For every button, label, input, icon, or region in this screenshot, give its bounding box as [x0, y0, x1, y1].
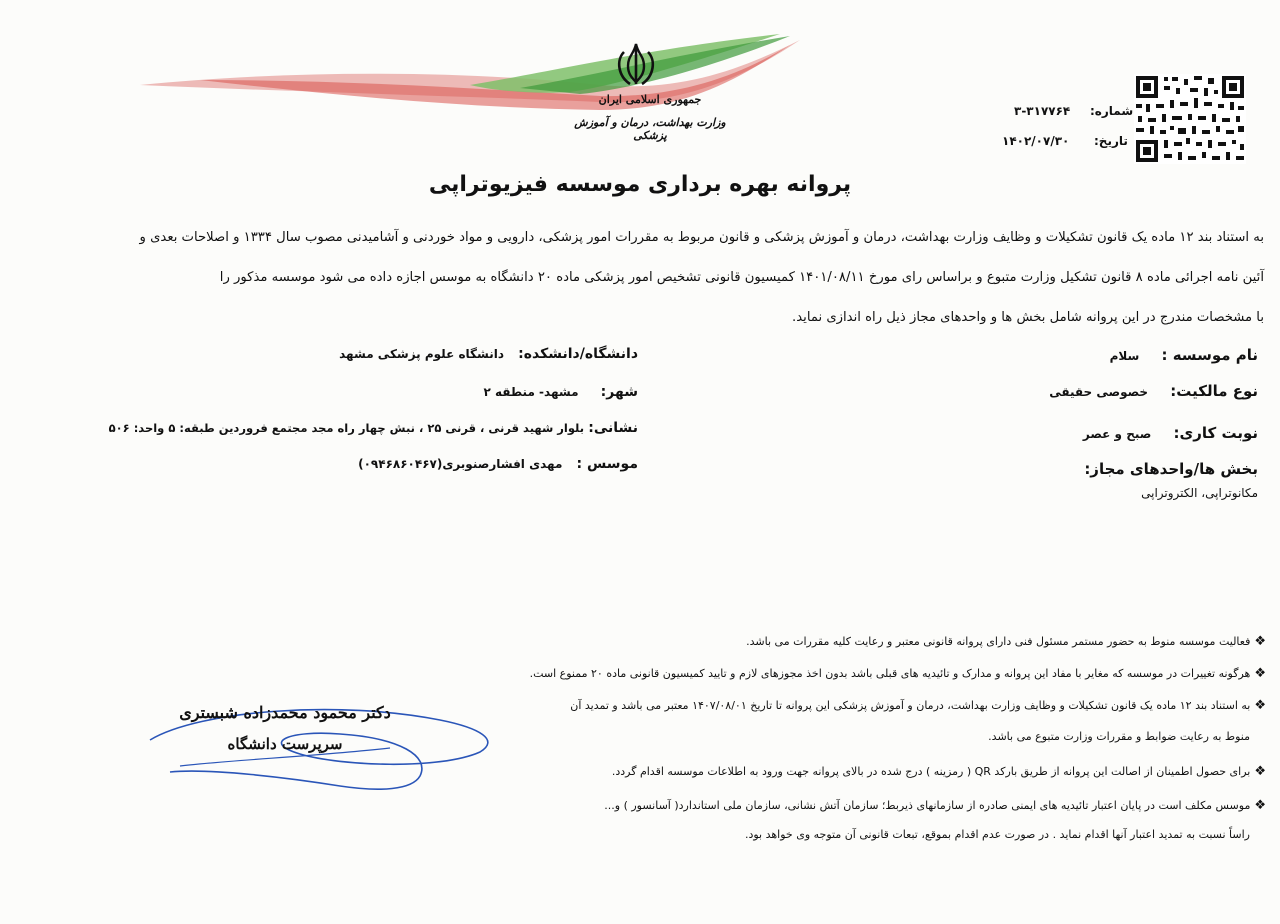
diamond-bullet-icon: ❖	[1254, 764, 1266, 779]
ministry-name: وزارت بهداشت، درمان و آموزش پزشکی	[574, 116, 726, 142]
signer-name: دکتر محمود محمدزاده شبستری	[179, 703, 391, 722]
institute-name-field	[1110, 346, 1258, 364]
university-label: دانشگاه/دانشکده:	[518, 346, 638, 362]
address-field	[109, 420, 638, 436]
ownership-field	[1049, 382, 1258, 400]
body-line-1: به استناد بند ۱۲ ماده یک قانون تشکیلات و وظایف وزارت بهداشت، درمان و آموزش پزشکی و قانون مربوط به مقررات امور پزشکی، دارویی و مواد خوردنی و آشامیدنی مصوب سال ۱۳۳۴ و اصلاحات بعدی و	[139, 230, 1264, 245]
shift-label: نوبت کاری:	[1173, 424, 1258, 442]
number-label: شماره:	[1090, 104, 1134, 118]
note-item	[746, 634, 1266, 649]
address-value: بلوار شهید قرنی ، قرنی ۲۵ ، نبش چهار راه مجد مجتمع فروردین طبقه: ۵ واحد: ۵۰۶	[108, 421, 585, 435]
note-text: به استناد بند ۱۲ ماده یک قانون تشکیلات و وظایف وزارت بهداشت، درمان و آموزش پزشکی این پروانه تا تاریخ ۱۴۰۷/۰۸/۰۱ معتبر می باشد و تمدید آن	[570, 699, 1251, 712]
founder-field	[358, 456, 638, 472]
note-item	[604, 798, 1266, 813]
ownership-label: نوع مالکیت:	[1170, 382, 1258, 400]
institute-name-label: نام موسسه :	[1161, 346, 1258, 364]
sections-value: مکانوتراپی، الکتروتراپی	[1141, 486, 1258, 500]
body-line-3: با مشخصات مندرج در این پروانه شامل بخش ها و واحدهای مجاز ذیل راه اندازی نماید.	[792, 310, 1264, 325]
date-value: ۱۴۰۲/۰۷/۳۰	[1002, 134, 1070, 148]
iran-emblem-icon	[610, 38, 662, 90]
diamond-bullet-icon: ❖	[1254, 666, 1266, 681]
city-label: شهر:	[600, 384, 638, 400]
signer-title: سرپرست دانشگاه	[227, 735, 343, 753]
address-label: نشانی:	[588, 420, 638, 436]
note-text: هرگونه تغییرات در موسسه که مغایر با مفاد این پروانه و مدارک و تائیدیه های قبلی باشد بدون اخذ مجوزهای لازم و تایید کمیسیون قانونی ماده ۲۰ ممنوع است.	[529, 667, 1251, 680]
document-title: پروانه بهره برداری موسسه فیزیوتراپی	[428, 172, 852, 197]
diamond-bullet-icon: ❖	[1254, 634, 1266, 649]
note-text: برای حصول اطمینان از اصالت این پروانه از طریق بارکد QR ( رمزینه ) درج شده در بالای پروانه جهت ورود به اطلاعات موسسه اقدام گردد.	[611, 765, 1251, 778]
body-line-2: آئین نامه اجرائی ماده ۸ قانون تشکیل وزارت متبوع و براساس رای مورخ ۱۴۰۱/۰۸/۱۱ کمیسیون قانونی تشخیص امور پزشکی ماده ۲۰ دانشگاه به موسس اجازه داده می شود موسسه مذکور را	[219, 270, 1264, 285]
city-field	[483, 384, 638, 400]
ownership-value: خصوصی حقیقی	[1049, 385, 1149, 399]
note-item	[530, 666, 1266, 681]
note-continuation: راساً نسبت به تمدید اعتبار آنها اقدام نماید . در صورت عدم اقدام بموقع، تبعات قانونی آن متوجه وی خواهد بود.	[744, 828, 1250, 841]
university-field	[339, 346, 638, 362]
number-value: ۳-۳۱۷۷۶۴	[1014, 104, 1071, 118]
gov-name: جمهوری اسلامی ایران	[598, 93, 702, 106]
sections-field	[1084, 460, 1258, 478]
note-item	[570, 698, 1266, 713]
university-value: دانشگاه علوم پزشکی مشهد	[339, 347, 505, 361]
founder-value: مهدی افشارصنوبری(۰۹۴۶۸۶۰۴۶۷)	[358, 457, 563, 471]
institute-name-value: سلام	[1109, 349, 1140, 363]
sections-label: بخش ها/واحدهای مجاز:	[1084, 460, 1258, 478]
note-continuation: منوط به رعایت ضوابط و مقررات وزارت متبوع می باشد.	[988, 730, 1250, 743]
shift-value: صبح و عصر	[1082, 427, 1152, 441]
shift-field	[1083, 424, 1258, 442]
diamond-bullet-icon: ❖	[1254, 698, 1266, 713]
flag-ribbon-graphic	[140, 30, 800, 120]
founder-label: موسس :	[576, 456, 638, 472]
diamond-bullet-icon: ❖	[1254, 798, 1266, 813]
note-text: فعالیت موسسه منوط به حضور مستمر مسئول فنی دارای پروانه قانونی معتبر و رعایت کلیه مقررات می باشد.	[746, 635, 1251, 648]
note-item	[612, 764, 1266, 779]
qr-code-icon[interactable]	[1134, 74, 1246, 164]
city-value: مشهد- منطقه ۲	[483, 385, 579, 399]
note-text: موسس مکلف است در پایان اعتبار تائیدیه های ایمنی صادره از سازمانهای ذیربط؛ سازمان آتش نشانی، سازمان ملی استاندارد( آسانسور ) و...	[604, 799, 1251, 812]
date-label: تاریخ:	[1094, 134, 1128, 148]
